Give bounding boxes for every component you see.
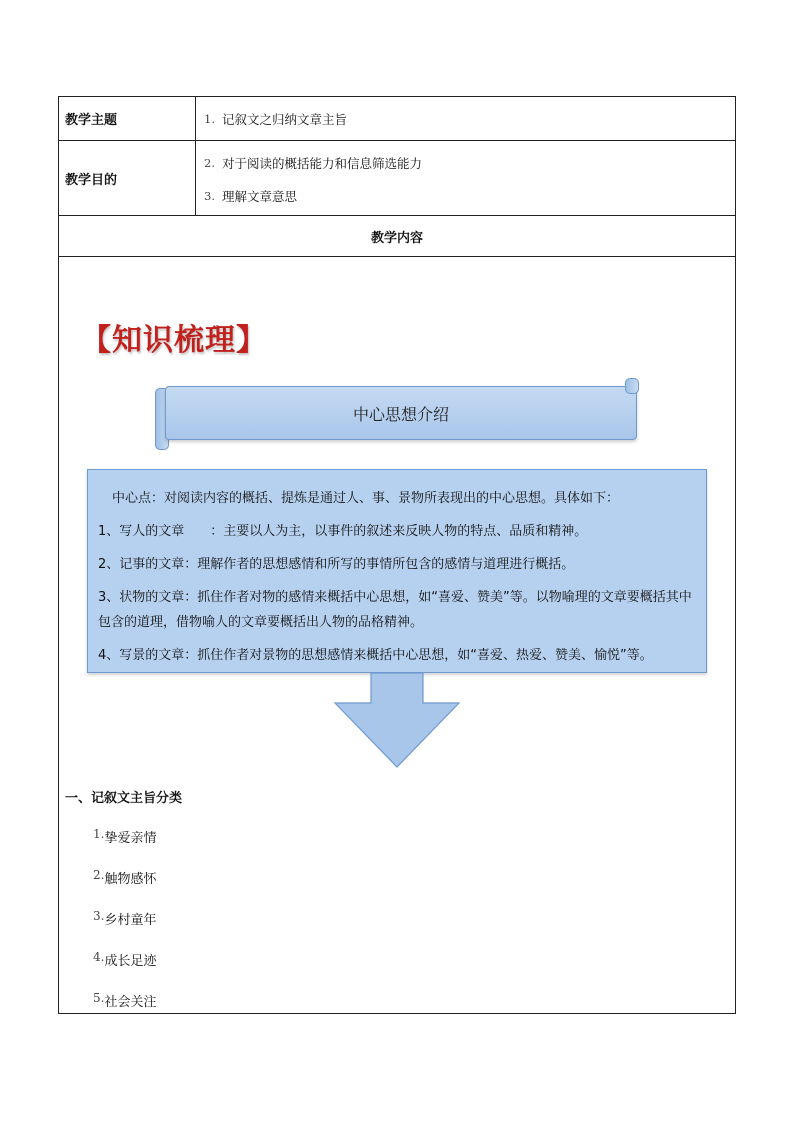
list-item xyxy=(93,991,156,1032)
list-item xyxy=(93,950,156,991)
content-body xyxy=(59,257,735,1014)
objective-label: 教学目的 xyxy=(59,141,196,215)
theme-item xyxy=(204,107,735,131)
objective-item-text: 理解文章意思 xyxy=(222,189,298,204)
scroll-title: 中心思想介绍 xyxy=(352,404,449,424)
content-header-row xyxy=(59,216,735,257)
scroll-banner-body xyxy=(165,386,637,440)
info-paragraph: 3、状物的文章：抓住作者对物的感情来概括中心思想，如“喜爱、赞美”等。以物喻理的文章要概括其中包含的道理，借物喻人的文章要概括出人物的品格精神。 xyxy=(98,590,692,630)
theme-label: 教学主题 xyxy=(59,97,196,140)
theme-row xyxy=(59,97,735,141)
list-item-text: 成长足迹 xyxy=(104,954,157,969)
theme-item-number: 1. xyxy=(204,112,215,126)
info-box xyxy=(87,469,707,673)
scroll-banner xyxy=(155,378,639,452)
theme-category-list xyxy=(93,827,156,1032)
info-intro: 中心点：对阅读内容的概括、提炼是通过人、事、景物所表现出的中心思想。具体如下： xyxy=(112,491,620,506)
list-item-text: 触物感怀 xyxy=(104,872,157,887)
theme-item-text: 记叙文之归纳文章主旨 xyxy=(222,112,348,127)
list-item-text: 挚爱亲情 xyxy=(104,831,157,846)
objective-value xyxy=(196,141,735,215)
list-item-number: 1. xyxy=(93,827,105,841)
list-item xyxy=(93,827,156,868)
list-item-text: 社会关注 xyxy=(104,995,157,1010)
content-header: 教学内容 xyxy=(370,230,423,246)
down-arrow-icon xyxy=(333,673,461,769)
objective-item xyxy=(204,184,735,208)
objective-item xyxy=(204,151,735,175)
info-paragraph: 4、写景的文章：抓住作者对景物的思想感情来概括中心思想，如“喜爱、热爱、赞美、愉悦”等。 xyxy=(98,648,653,663)
objective-row xyxy=(59,141,735,216)
info-paragraph: 1、写人的文章 ：主要以人为主，以事件的叙述来反映人物的特点、品质和精神。 xyxy=(98,524,588,539)
list-item-number: 4. xyxy=(93,950,105,964)
list-item-text: 乡村童年 xyxy=(104,913,157,928)
list-item xyxy=(93,909,156,950)
objective-item-text: 对于阅读的概括能力和信息筛选能力 xyxy=(222,156,423,171)
objective-item-number: 2. xyxy=(204,156,215,170)
list-item xyxy=(93,868,156,909)
list-item-number: 2. xyxy=(93,868,105,882)
section-title: 【知识梳理】 xyxy=(81,323,267,358)
theme-value xyxy=(196,97,735,140)
scroll-roll-right xyxy=(625,378,639,394)
list-title: 一、记叙文主旨分类 xyxy=(65,791,183,806)
list-item-number: 5. xyxy=(93,991,105,1005)
info-paragraph: 2、记事的文章：理解作者的思想感情和所写的事情所包含的感情与道理进行概括。 xyxy=(98,557,575,572)
list-item-number: 3. xyxy=(93,909,105,923)
objective-item-number: 3. xyxy=(204,189,215,203)
lesson-table xyxy=(58,96,736,1014)
